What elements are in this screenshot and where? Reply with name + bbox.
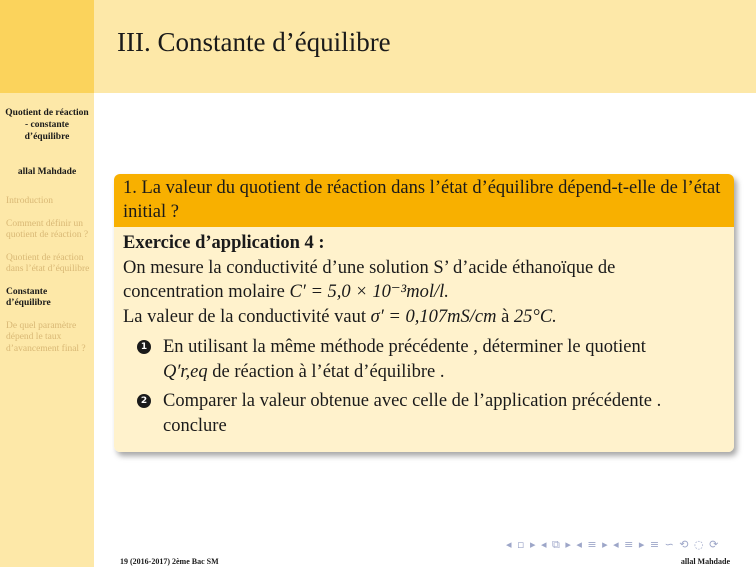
- conductivity-formula: σ′ = 0,107mS/cm: [370, 306, 497, 327]
- sidebar-item-quotient-equilibre[interactable]: Quotient de réaction dans l’état d’équilibre: [6, 252, 90, 274]
- exercise-line-1: On mesure la conductivité d’une solution S’ d’acide éthanoïque de: [123, 257, 616, 278]
- sidebar-item-taux-avancement[interactable]: De quel paramètre dépend le taux d’avancement final ?: [6, 320, 86, 354]
- line2-text: concentration molaire: [123, 282, 290, 302]
- temperature-value: 25°C.: [513, 306, 557, 327]
- sidebar-header-band: [0, 0, 94, 93]
- exercise-title: Exercice d’application 4 :: [123, 233, 325, 253]
- sidebar-item-constante-equilibre[interactable]: Constante d’équilibre: [6, 286, 51, 308]
- item-text-2: conclure: [163, 415, 227, 436]
- sidebar-nav: [6, 196, 92, 366]
- sidebar-presentation-title[interactable]: Quotient de réaction - constante d’équilibre: [5, 108, 89, 142]
- concentration-formula: C′ = 5,0 × 10⁻³mol/l.: [289, 282, 449, 302]
- sidebar-item-definir-quotient[interactable]: Comment définir un quotient de réaction ?: [6, 218, 89, 240]
- item-text: En utilisant la même méthode précédente , déterminer le quotient: [163, 337, 646, 357]
- beamer-navigation-icons[interactable]: ◂ ▫ ▸ ◂ ⧉ ▸ ◂ ≡ ▸ ◂ ≡ ▸ ≡ ∽ ⟲ ◌ ⟳: [506, 538, 720, 551]
- item-text: Comparer la valeur obtenue avec celle de l’application précédente .: [163, 391, 662, 411]
- content-block: [114, 174, 734, 452]
- line3-text-2: à: [496, 306, 514, 327]
- footer-right: allal Mahdade: [680, 557, 730, 566]
- question-list: [123, 335, 725, 438]
- footer-left: 19 (2016-2017) 2ème Bac SM: [120, 557, 219, 566]
- sidebar-item-introduction[interactable]: Introduction: [6, 196, 53, 206]
- item-text-2: de réaction à l’état d’équilibre .: [207, 361, 445, 382]
- exercise-line-3: [123, 305, 725, 330]
- block-question: 1. La valeur du quotient de réaction dans l’état d’équilibre dépend-t-elle de l’état initial ?: [114, 174, 734, 227]
- quotient-symbol: Q′r,eq: [163, 361, 208, 382]
- sidebar-author[interactable]: allal Mahdade: [17, 167, 77, 177]
- item-number-bullet: 1: [137, 340, 151, 354]
- list-item: [123, 335, 725, 384]
- line3-text: La valeur de la conductivité vaut: [123, 306, 371, 327]
- block-body: [114, 227, 734, 452]
- exercise-line-2: [123, 280, 725, 305]
- list-item: [123, 389, 725, 438]
- item-number-bullet: 2: [137, 394, 151, 408]
- page-title: III. Constante d’équilibre: [117, 27, 391, 57]
